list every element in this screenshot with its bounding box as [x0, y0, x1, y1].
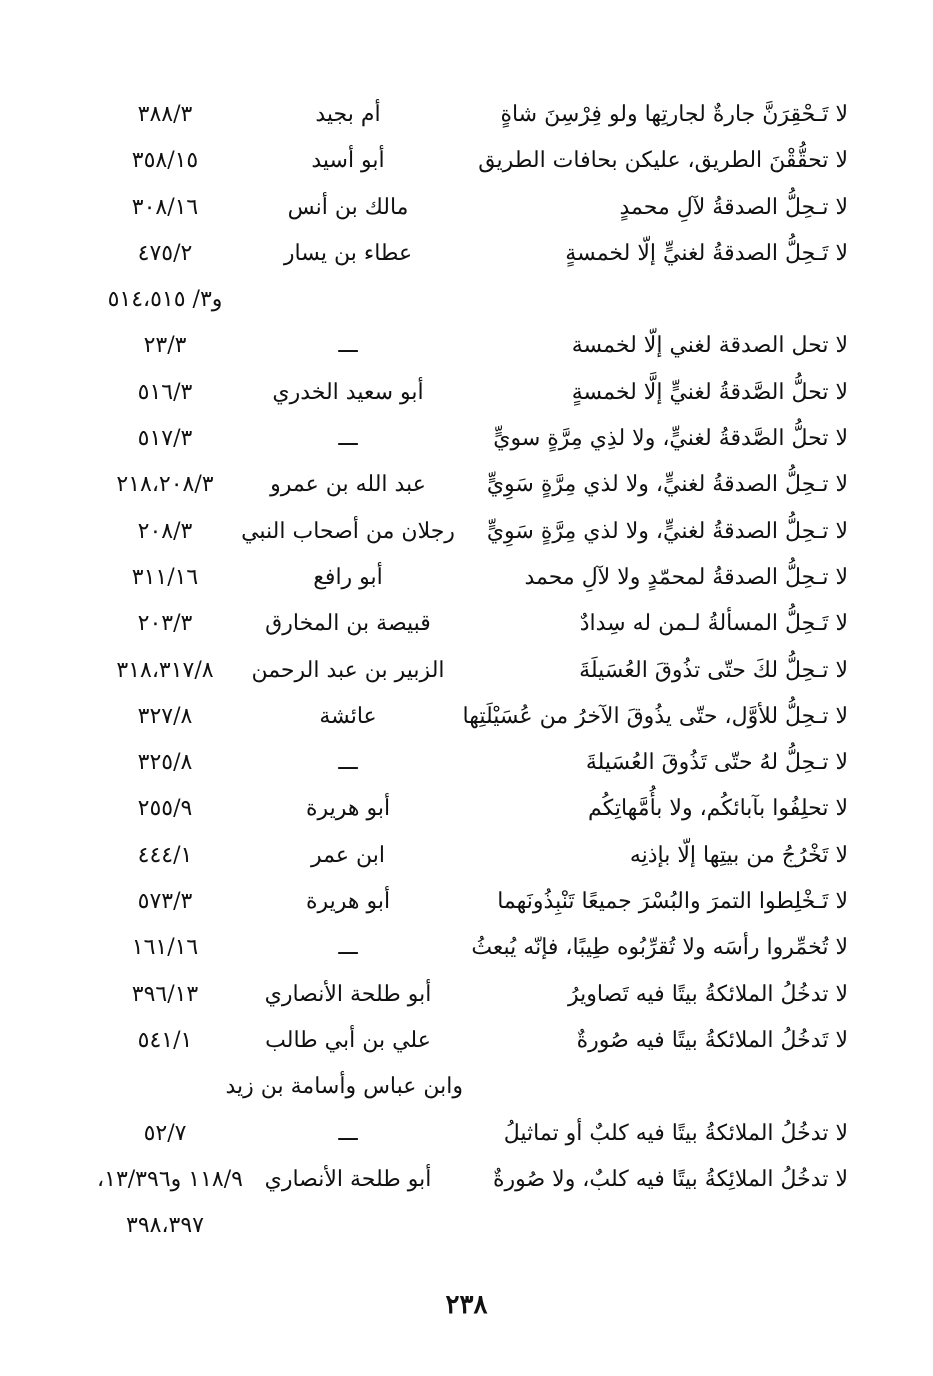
- narrator: أم بجيد: [315, 102, 381, 127]
- narrator: رجلان من أصحاب النبي: [241, 518, 455, 544]
- volume-page-reference: ٣١٨،٣١٧/٨: [116, 657, 214, 683]
- volume-page-reference: ٢٣/٣: [143, 333, 187, 359]
- index-row: [70, 1111, 848, 1157]
- index-row: [70, 740, 848, 786]
- hadith-text: لا تـحِلُّ الصدقةُ لغنيٍّ، ولا لذي مِرَّةٍ سَوِيٍّ: [486, 518, 848, 544]
- volume-page-reference: ٢٠٣/٣: [137, 611, 193, 637]
- narrator: أبو هريرة: [305, 889, 391, 915]
- narrator: ـــ: [338, 1120, 358, 1146]
- narrator: ـــ: [338, 935, 358, 961]
- hadith-text: لا تحقُّقْنَ الطريق، عليكن بحافات الطريق: [478, 148, 848, 174]
- index-row: [70, 833, 848, 879]
- hadith-text: لا تحل الصدقة لغني إلّا لخمسة: [571, 333, 848, 359]
- index-row: [70, 185, 848, 231]
- volume-page-reference: ٥١٧/٣: [137, 426, 193, 452]
- index-row: [70, 138, 848, 184]
- hadith-text: لا تحلِفُوا بآبائكُم، ولا بأُمَّهاتِكُم: [588, 796, 848, 822]
- hadith-text: لا تحلُّ الصَّدقةُ لغنيٍّ إلَّا لخمسةٍ: [571, 379, 848, 405]
- narrator: وابن عباس وأسامة بن زيد: [225, 1074, 463, 1100]
- volume-page-reference: ٢٥٥/٩: [137, 796, 193, 822]
- index-row-continuation: [70, 1064, 848, 1110]
- index-row: [70, 555, 848, 601]
- volume-page-reference: ٢٠٨/٣: [137, 518, 193, 544]
- index-row: [70, 323, 848, 369]
- narrator: أبو سعيد الخدري: [272, 379, 424, 405]
- index-row-continuation: [70, 277, 848, 323]
- index-row: [70, 1157, 848, 1203]
- index-row-continuation: [70, 1203, 848, 1249]
- narrator: مالك بن أنس: [287, 194, 409, 220]
- index-row: [70, 462, 848, 508]
- hadith-text: لا تحلُّ الصَّدقةُ لغنيٍّ، ولا لذِي مِرَّةٍ سويٍّ: [493, 426, 848, 452]
- volume-page-reference: ٣٢٥/٨: [137, 750, 193, 776]
- volume-page-reference: ٣٨٨/٣: [137, 102, 193, 127]
- volume-page-reference: ١١٨/٩ و١٣/٣٩٦،: [97, 1166, 243, 1192]
- narrator: عطاء بن يسار: [283, 240, 413, 266]
- hadith-text: لا تدخُلُ الملائكةُ بيتًا فيه تَصاويرُ: [567, 981, 848, 1007]
- narrator: عائشة: [319, 703, 377, 729]
- hadith-text: لا تـحِلُّ الصدقةُ لمحمّدٍ ولا لآلِ محمد: [524, 564, 848, 590]
- hadith-text: لا تَدخُلُ الملائكةُ بيتًا فيه صُورةٌ: [576, 1027, 848, 1053]
- hadith-text: لا تدخُلُ الملائِكةُ بيتًا فيه كلبٌ، ولا صُورةٌ: [492, 1166, 848, 1192]
- volume-page-reference: ٥٤١/١: [137, 1027, 193, 1053]
- narrator: عبد الله بن عمرو: [270, 472, 426, 498]
- narrator: قبيصة بن المخارق: [265, 611, 431, 637]
- narrator: ـــ: [338, 333, 358, 359]
- hadith-text: لا تَـحِلُّ المسألةُ لـمن له سِدادٌ: [579, 611, 848, 637]
- volume-page-reference: ٥٢/٧: [143, 1120, 187, 1146]
- narrator: ـــ: [338, 750, 358, 776]
- hadith-index-list: [70, 92, 848, 1249]
- narrator: أبو أسيد: [311, 148, 385, 174]
- hadith-text: لا تـحِلُّ الصدقةُ لآلِ محمدٍ: [619, 194, 848, 220]
- index-row: [70, 694, 848, 740]
- narrator: الزبير بن عبد الرحمن: [251, 657, 445, 683]
- hadith-text: لا تـحِلُّ الصدقةُ لغنيٍّ، ولا لذي مِرَّةٍ سَوِيٍّ: [486, 472, 848, 498]
- index-row: [70, 1018, 848, 1064]
- index-row: [70, 231, 848, 277]
- volume-page-reference: ٤٤٤/١: [137, 842, 193, 868]
- volume-page-reference: ٥٧٣/٣: [137, 889, 193, 915]
- volume-page-reference: ٥١٦/٣: [137, 379, 193, 405]
- index-row: [70, 370, 848, 416]
- volume-page-reference: ٣٥٨/١٥: [131, 148, 199, 174]
- narrator: أبو طلحة الأنصاري: [264, 981, 432, 1007]
- narrator: ـــ: [338, 426, 358, 452]
- index-row: [70, 416, 848, 462]
- index-row: [70, 879, 848, 925]
- volume-page-reference: ٣٩٨،٣٩٧: [126, 1213, 204, 1239]
- volume-page-reference: ٣٢٧/٨: [137, 703, 193, 729]
- index-row: [70, 92, 848, 138]
- hadith-text: لا تـحِلُّ للأوَّل، حتّى يذُوقَ الآخرُ من عُسَيْلَتِها: [462, 703, 848, 729]
- hadith-text: لا تـحِلُّ لكَ حتّى تذُوقَ العُسَيلَةَ: [579, 657, 848, 683]
- index-row: [70, 925, 848, 971]
- index-row: [70, 648, 848, 694]
- hadith-text: لا تَخْرُجُ من بيتِها إلّا بإذنِه: [629, 842, 848, 868]
- hadith-text: لا تَـحِلُّ الصدقةُ لغنيٍّ إلّا لخمسةٍ: [565, 240, 848, 266]
- hadith-text: لا تُخمِّروا رأسَه ولا تُقرِّبُوه طِيبًا، فإنّه يُبعثُ: [471, 935, 848, 961]
- page-number: ٢٣٨: [445, 1290, 488, 1320]
- volume-page-reference: ٤٧٥/٢: [137, 240, 193, 266]
- narrator: ابن عمر: [311, 842, 385, 868]
- narrator: أبو طلحة الأنصاري: [264, 1166, 432, 1192]
- hadith-text: لا تـحِلُّ لهُ حتّى تَذُوقَ العُسَيلةَ: [585, 750, 848, 776]
- hadith-text: لا تَـحْقِرَنَّ جارةٌ لجارتِها ولو فِرْسِنَ شاةٍ: [500, 102, 848, 127]
- hadith-text: لا تَـخْلِطوا التمرَ والبُسْرَ جميعًا تَنْبِذُونَهما: [497, 889, 848, 915]
- narrator: أبو هريرة: [305, 796, 391, 822]
- volume-page-reference: ٢١٨،٢٠٨/٣: [116, 472, 214, 498]
- volume-page-reference: ١٦١/١٦: [131, 935, 199, 961]
- index-row: [70, 786, 848, 832]
- index-row: [70, 601, 848, 647]
- volume-page-reference: ٣١١/١٦: [131, 564, 199, 590]
- index-row: [70, 509, 848, 555]
- volume-page-reference: ٣٩٦/١٣: [131, 981, 199, 1007]
- narrator: علي بن أبي طالب: [265, 1027, 431, 1053]
- index-row: [70, 972, 848, 1018]
- hadith-text: لا تدخُلُ الملائكةُ بيتًا فيه كلبٌ أو تماثيلُ: [503, 1120, 848, 1146]
- volume-page-reference: ٣٠٨/١٦: [131, 194, 199, 220]
- volume-page-reference: و٣/ ٥١٤،٥١٥: [107, 287, 223, 313]
- narrator: أبو رافع: [313, 564, 383, 590]
